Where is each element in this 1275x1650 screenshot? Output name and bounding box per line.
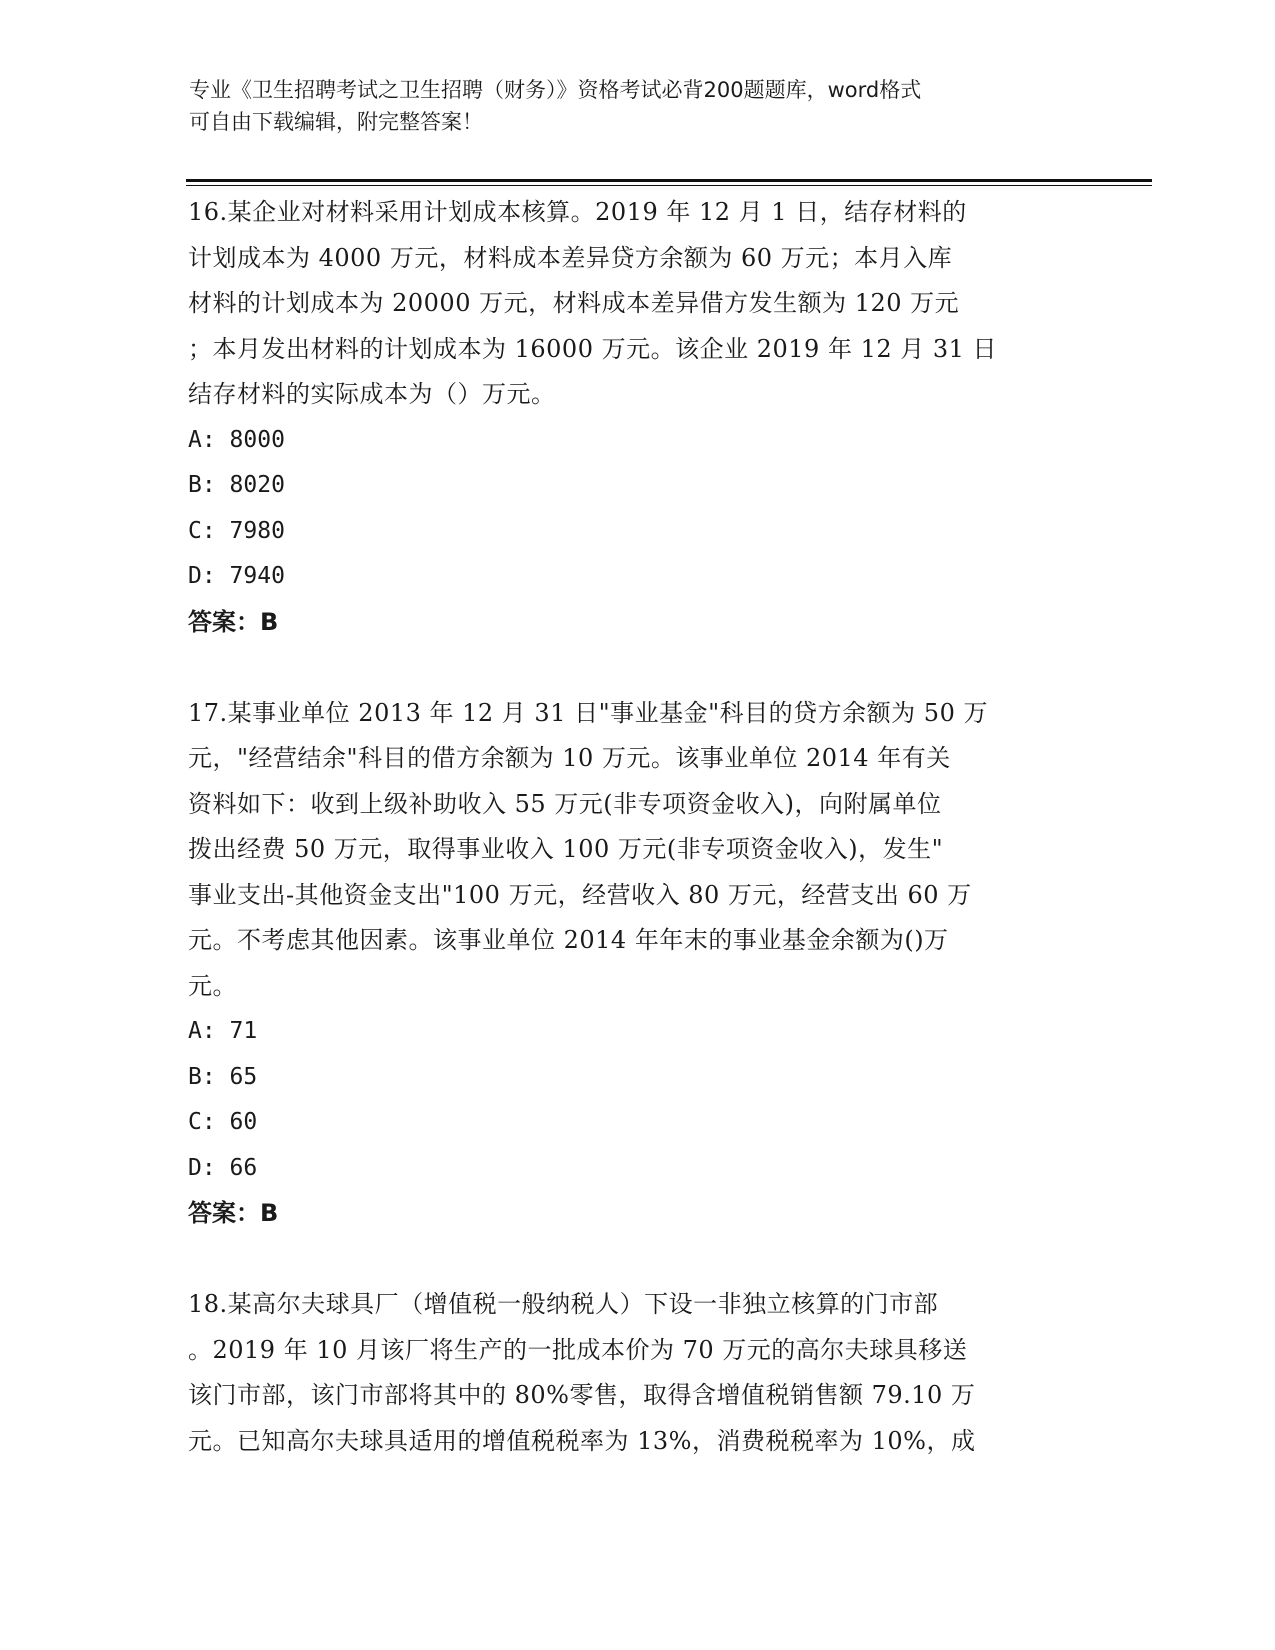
question-spacer (188, 645, 1088, 691)
question-text-line: 计划成本为 4000 万元，材料成本差异贷方余额为 60 万元；本月入库 (188, 243, 953, 272)
question-16 (188, 190, 1088, 645)
header-divider-thin (186, 185, 1152, 186)
option-c: C: 7980 (188, 517, 285, 544)
question-text-line: 元。 (188, 971, 237, 1000)
question-text-line: 该门市部，该门市部将其中的 80%零售，取得含增值税销售额 79.10 万 (188, 1381, 976, 1409)
option-a: A: 8000 (188, 426, 285, 453)
question-text-line: 结存材料的实际成本为（）万元。 (188, 380, 556, 408)
question-spacer (188, 1237, 1088, 1283)
document-header (189, 74, 1089, 138)
question-text-line: 。2019 年 10 月该厂将生产的一批成本价为 70 万元的高尔夫球具移送 (188, 1335, 968, 1364)
question-text-line: 资料如下：收到上级补助收入 55 万元(非专项资金收入)，向附属单位 (188, 789, 942, 818)
question-text-line: 16.某企业对材料采用计划成本核算。2019 年 12 月 1 日，结存材料的 (188, 198, 967, 226)
header-divider-thick (186, 179, 1152, 182)
answer-label: 答案：B (188, 607, 279, 636)
option-d: D: 7940 (188, 563, 285, 589)
question-17 (188, 691, 1088, 1237)
option-b: B: 65 (188, 1063, 258, 1090)
question-text-line: ；本月发出材料的计划成本为 16000 万元。该企业 2019 年 12 月 31 日 (188, 334, 998, 363)
option-c: C: 60 (188, 1109, 258, 1135)
question-text-line: 拨出经费 50 万元，取得事业收入 100 万元(非专项资金收入)，发生" (188, 835, 944, 863)
header-line-1: 专业《卫生招聘考试之卫生招聘（财务）》资格考试必背200题题库，word格式 (189, 78, 922, 102)
option-d: D: 66 (188, 1154, 258, 1181)
question-text-line: 17.某事业单位 2013 年 12 月 31 日"事业基金"科目的贷方余额为 50 万 (188, 698, 988, 727)
header-line-2: 可自由下载编辑，附完整答案！ (189, 110, 483, 134)
question-text-line: 元。不考虑其他因素。该事业单位 2014 年年末的事业基金余额为()万 (188, 926, 949, 954)
question-text-line: 元。已知高尔夫球具适用的增值税税率为 13%，消费税税率为 10%，成 (188, 1426, 976, 1455)
option-a: A: 71 (188, 1018, 258, 1044)
question-text-line: 材料的计划成本为 20000 万元，材料成本差异借方发生额为 120 万元 (188, 289, 960, 317)
question-text-line: 元，"经营结余"科目的借方余额为 10 万元。该事业单位 2014 年有关 (188, 744, 951, 772)
answer-label: 答案：B (188, 1199, 279, 1227)
question-text-line: 18.某高尔夫球具厂（增值税一般纳税人）下设一非独立核算的门市部 (188, 1290, 939, 1318)
question-list (188, 190, 1088, 1464)
option-b: B: 8020 (188, 472, 285, 498)
question-text-line: 事业支出-其他资金支出"100 万元，经营收入 80 万元，经营支出 60 万 (188, 880, 972, 909)
question-18 (188, 1282, 1088, 1464)
